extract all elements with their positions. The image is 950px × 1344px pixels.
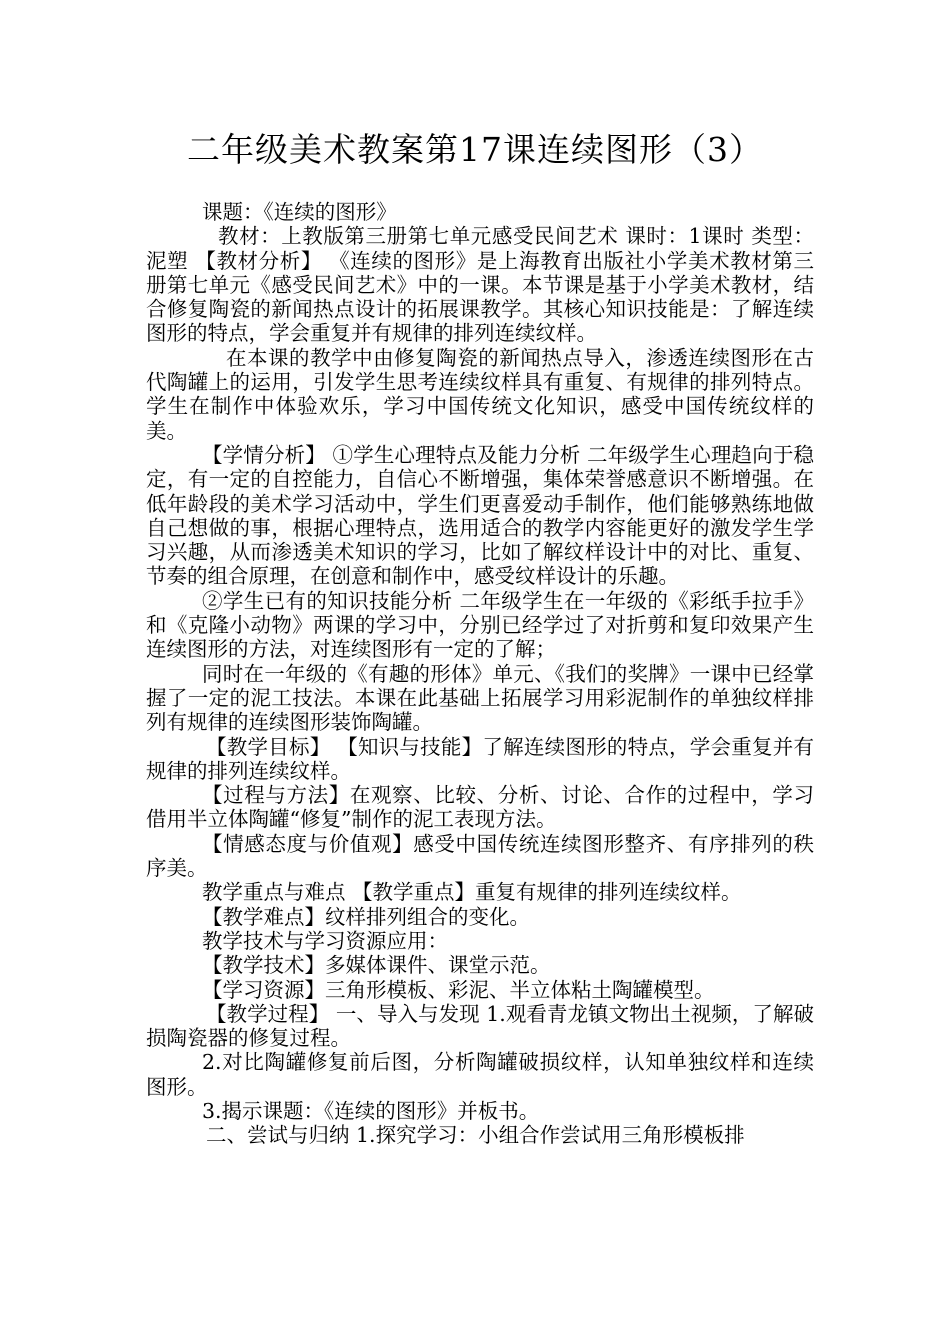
paragraph-textbook: 教材：上教版第三册第七单元感受民间艺术 课时：1课时 类型：泥塑 【教材分析】 《连续的图形》是上海教育出版社小学美术教材第三册第七单元《感受民间艺术》中的一课。本节课是基于小学美术教材，结合修复陶瓷的新闻热点设计的拓展课教学。其核心知识技能是：了解连续图形的特点，学会重复并有规律的排列连续纹样。 (146, 224, 814, 346)
paragraph-tech-resources: 教学技术与学习资源应用： (202, 928, 448, 953)
paragraph-process-methods: 【过程与方法】在观察、比较、分析、讨论、合作的过程中，学习借用半立体陶罐“修复”制作的泥工表现方法。 (146, 783, 814, 832)
paragraph-clay-skills: 同时在一年级的《有趣的形体》单元、《我们的奖牌》一课中已经掌握了一定的泥工技法。本课在此基础上拓展学习用彩泥制作的单独纹样排列有规律的连续图形装饰陶罐。 (146, 661, 814, 735)
paragraph-try-and-summarize: 二、尝试与归纳 1.探究学习：小组合作尝试用三角形模板排 (206, 1123, 745, 1148)
paragraph-difficulties: 【教学难点】纹样排列组合的变化。 (202, 904, 530, 929)
paragraph-step-2: 2.对比陶罐修复前后图，分析陶罐破损纹样，认知单独纹样和连续图形。 (146, 1050, 814, 1099)
paragraph-learner-analysis: 【学情分析】 ①学生心理特点及能力分析 二年级学生心理趋向于稳定，有一定的自控能力，自信心不断增强，集体荣誉感意识不断增强。在低年龄段的美术学习活动中，学生们更喜爱动手制作，他们能够熟练地做自己想做的事，根据心理特点，选用适合的教学内容能更好的激发学生学习兴趣，从而渗透美术知识的学习，比如了解纹样设计中的对比、重复、节奏的组合原理，在创意和制作中，感受纹样设计的乐趣。 (146, 442, 814, 589)
paragraph-key-points: 教学重点与难点 【教学重点】重复有规律的排列连续纹样。 (202, 880, 742, 905)
document-body (146, 200, 814, 1148)
paragraph-teaching-goals: 【教学目标】 【知识与技能】了解连续图形的特点，学会重复并有规律的排列连续纹样。 (146, 734, 814, 783)
paragraph-step-3: 3.揭示课题：《连续的图形》并板书。 (202, 1098, 540, 1123)
document-title: 二年级美术教案第17课连续图形（3） (187, 130, 763, 169)
paragraph-learning-resources: 【学习资源】三角形模板、彩泥、半立体粘土陶罐模型。 (202, 977, 715, 1002)
paragraph-attitudes-values: 【情感态度与价值观】感受中国传统连续图形整齐、有序排列的秩序美。 (146, 831, 814, 881)
paragraph-teaching-tech: 【教学技术】多媒体课件、课堂示范。 (202, 953, 551, 978)
paragraph-teaching-process: 【教学过程】 一、导入与发现 1.观看青龙镇文物出土视频，了解破损陶瓷器的修复过程。 (146, 1001, 814, 1051)
paragraph-prior-knowledge: ②学生已有的知识技能分析 二年级学生在一年级的《彩纸手拉手》和《克隆小动物》两课的学习中，分别已经学过了对折剪和复印效果产生连续图形的方法，对连续图形有一定的了解； (146, 588, 814, 662)
paragraph-introduction: 在本课的教学中由修复陶瓷的新闻热点导入，渗透连续图形在古代陶罐上的运用，引发学生思考连续纹样具有重复、有规律的排列特点。学生在制作中体验欢乐，学习中国传统文化知识，感受中国传统纹样的美。 (146, 345, 814, 443)
paragraph-lesson-topic: 课题：《连续的图形》 (202, 200, 397, 224)
